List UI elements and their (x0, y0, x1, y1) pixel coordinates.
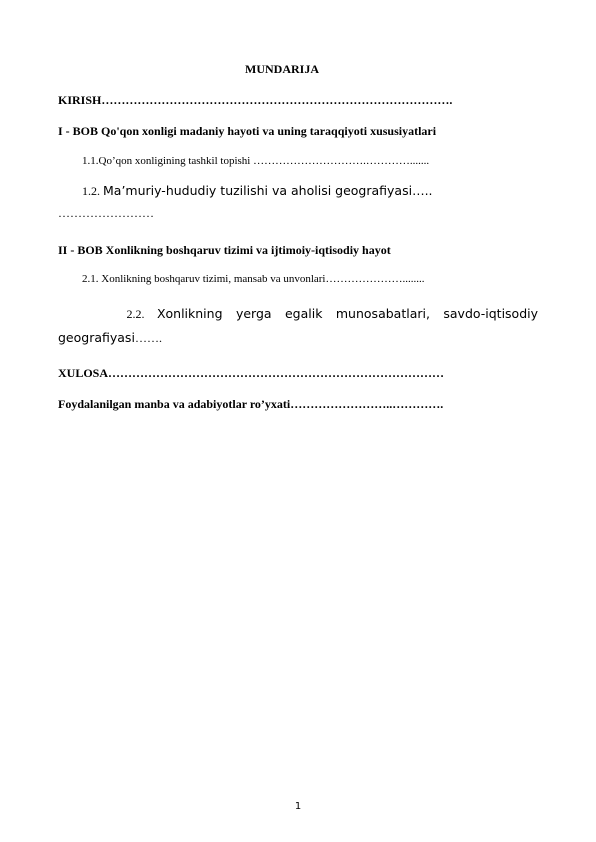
toc-entry-section-1-2-dots: …………………… (58, 206, 154, 220)
section-title: Ma’muriy-hududiy tuzilishi va aholisi geografiyasi….. (103, 183, 433, 198)
section-number: 2.2. (126, 307, 145, 321)
section-title: Qo’qon xonligining tashkil topishi ………………………….…………....... (98, 155, 430, 167)
toc-entry-section-2-2-cont (58, 331, 162, 345)
section-title: Xonlikning boshqaruv tizimi, mansab va unvonlari…………………........ (101, 273, 425, 285)
toc-entry-section-2-2 (58, 307, 538, 321)
page-number: 1 (294, 801, 302, 812)
section-number: 1.2. (82, 184, 100, 198)
section-title-cont: geografiyasi (58, 330, 135, 345)
section-title: Xonlikning yerga egalik munosabatlari, savdo-iqtisodiy (156, 306, 539, 321)
toc-entry-xulosa: XULOSA………………………………………………………………………… (58, 366, 445, 380)
toc-entry-chapter-2: II - BOB Xonlikning boshqaruv tizimi va ijtimoiy-iqtisodiy hayot (58, 243, 391, 257)
page-title: MUNDARIJA (245, 62, 319, 76)
dot-leader: ……. (134, 331, 162, 345)
toc-entry-section-1-1 (82, 154, 429, 168)
toc-entry-chapter-1: I - BOB Qo'qon xonligi madaniy hayoti va uning taraqqiyoti xususiyatlari (58, 124, 437, 138)
section-number: 2.1. (82, 273, 99, 285)
toc-entry-kirish: KIRISH……………………………………………………………………………. (58, 93, 453, 107)
toc-entry-bibliography: Foydalanilgan manba va adabiyotlar ro’yxati……………………..…………. (58, 397, 444, 411)
section-number: 1.1. (82, 155, 99, 167)
toc-entry-section-2-1 (82, 272, 425, 286)
toc-entry-section-1-2 (82, 184, 433, 198)
